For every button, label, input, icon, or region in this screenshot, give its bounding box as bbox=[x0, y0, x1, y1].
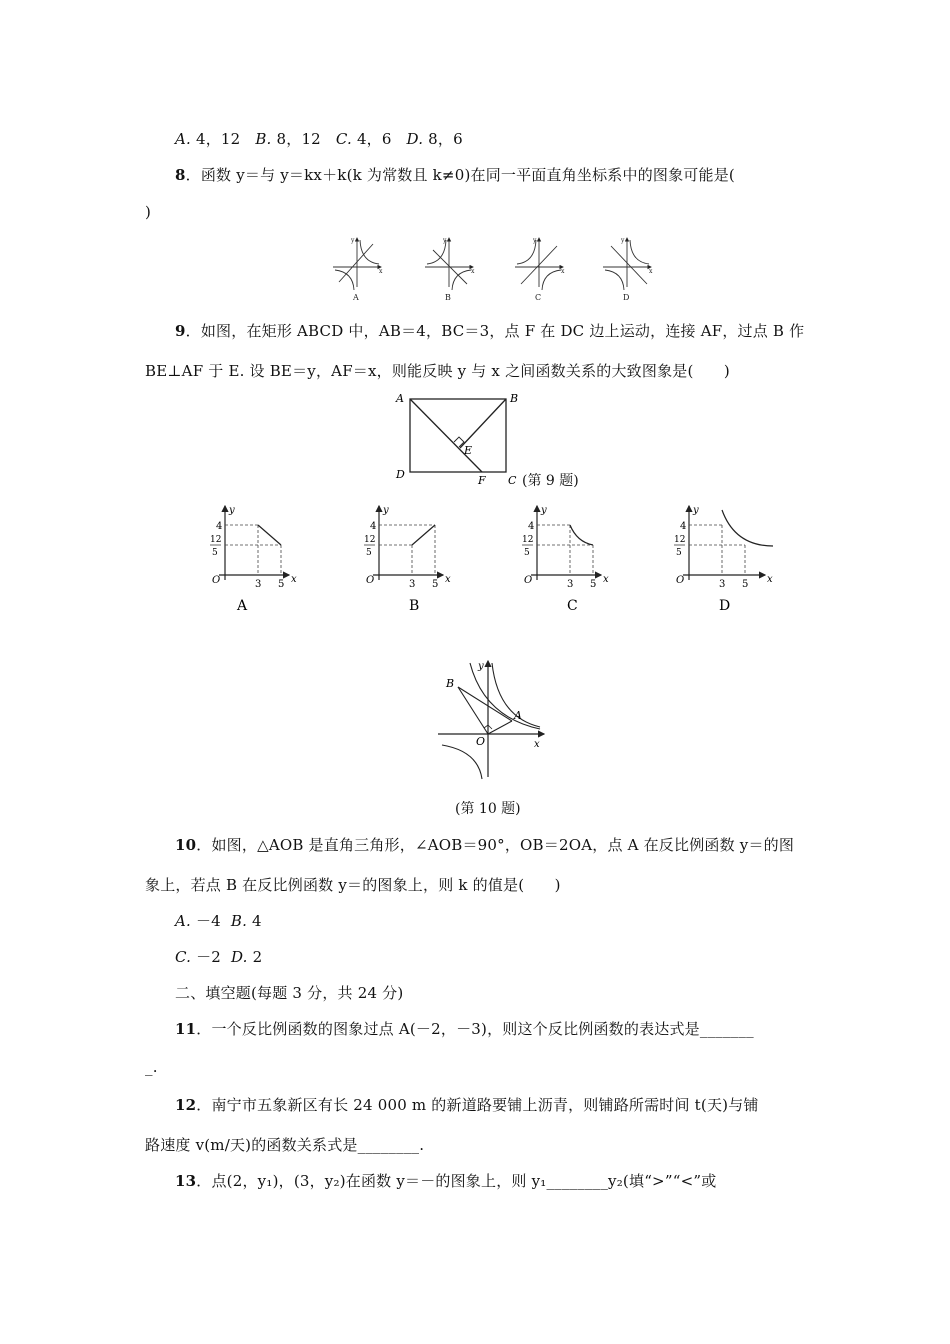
svg-text:C: C bbox=[508, 474, 517, 487]
svg-text:y: y bbox=[478, 661, 484, 672]
q10-options-row2: C. －2 D. 2 bbox=[175, 948, 263, 966]
svg-text:x: x bbox=[379, 268, 383, 275]
svg-text:x: x bbox=[603, 574, 609, 585]
q8-graph-a bbox=[333, 237, 383, 290]
svg-text:y: y bbox=[351, 237, 355, 244]
svg-text:x: x bbox=[534, 739, 540, 750]
svg-text:4: 4 bbox=[528, 521, 535, 532]
svg-text:B: B bbox=[446, 677, 455, 690]
svg-text:5: 5 bbox=[676, 548, 682, 558]
q8-option-graphs bbox=[325, 232, 665, 304]
svg-text:12: 12 bbox=[522, 535, 534, 545]
q8-label-c: C bbox=[535, 293, 542, 302]
svg-text:y: y bbox=[541, 505, 547, 516]
q9-graph-c bbox=[522, 505, 609, 590]
svg-text:A: A bbox=[514, 709, 522, 722]
q10-stem-cont: 象上，若点 B 在反比例函数 y＝的图象上，则 k 的值是( ) bbox=[145, 876, 561, 894]
section-title-fill-in: 二、填空题(每题 3 分，共 24 分) bbox=[175, 984, 404, 1002]
svg-text:x: x bbox=[561, 268, 565, 275]
q9-graph-d bbox=[674, 505, 773, 590]
svg-text:4: 4 bbox=[680, 521, 687, 532]
svg-text:4: 4 bbox=[370, 521, 377, 532]
svg-text:E: E bbox=[464, 444, 473, 457]
svg-text:3: 3 bbox=[255, 579, 262, 590]
q8-label-a: A bbox=[353, 293, 359, 302]
svg-text:y: y bbox=[443, 237, 447, 244]
q9-graph-a bbox=[210, 505, 297, 590]
svg-text:12: 12 bbox=[364, 535, 376, 545]
q11-stem: 11．一个反比例函数的图象过点 A(－2，－3)，则这个反比例函数的表达式是_______ bbox=[175, 1020, 754, 1038]
svg-text:5: 5 bbox=[590, 579, 597, 590]
q10-options-row1: A. －4 B. 4 bbox=[175, 912, 262, 930]
svg-text:5: 5 bbox=[366, 548, 372, 558]
q8-graph-d bbox=[603, 237, 653, 290]
svg-text:4: 4 bbox=[216, 521, 223, 532]
svg-text:x: x bbox=[649, 268, 653, 275]
svg-text:x: x bbox=[767, 574, 773, 585]
q13-stem: 13．点(2，y₁)，(3，y₂)在函数 y＝－的图象上，则 y₁________y₂(填“>”“<”或 bbox=[175, 1172, 717, 1190]
q9-graph-b bbox=[364, 505, 451, 590]
svg-text:O: O bbox=[676, 575, 685, 586]
q9-figure-caption: (第 9 题) bbox=[522, 473, 579, 489]
q12-stem: 12．南宁市五象新区有长 24 000 m 的新道路要铺上沥青，则铺路所需时间 t(天)与铺 bbox=[175, 1096, 759, 1114]
q7-options: A. 4，12 B. 8，12 C. 4，6 D. 8，6 bbox=[175, 130, 463, 148]
q9-graph-label-b: B bbox=[409, 598, 420, 614]
svg-text:O: O bbox=[476, 735, 486, 748]
q8-stem-cont: ) bbox=[145, 203, 152, 221]
q10-stem: 10．如图，△AOB 是直角三角形，∠AOB＝90°，OB＝2OA，点 A 在反比例函数 y＝的图 bbox=[175, 836, 795, 854]
svg-text:O: O bbox=[524, 575, 533, 586]
q10-figure-caption: (第 10 题) bbox=[455, 801, 521, 817]
svg-text:O: O bbox=[212, 575, 221, 586]
svg-text:x: x bbox=[445, 574, 451, 585]
svg-text:5: 5 bbox=[278, 579, 285, 590]
svg-text:O: O bbox=[366, 575, 375, 586]
svg-text:y: y bbox=[533, 237, 537, 244]
q9-graph-label-a: A bbox=[237, 598, 248, 614]
q8-label-d: D bbox=[623, 293, 630, 302]
q9-option-graphs bbox=[195, 500, 785, 620]
svg-text:y: y bbox=[693, 505, 699, 516]
q8-graph-b bbox=[425, 237, 475, 290]
svg-text:y: y bbox=[229, 505, 235, 516]
svg-text:F: F bbox=[478, 474, 486, 487]
svg-text:5: 5 bbox=[432, 579, 439, 590]
svg-text:D: D bbox=[396, 468, 405, 481]
svg-text:3: 3 bbox=[719, 579, 726, 590]
svg-text:A: A bbox=[396, 392, 404, 405]
q9-stem-cont: BE⊥AF 于 E. 设 BE＝y，AF＝x，则能反映 y 与 x 之间函数关系的大致图象是( ) bbox=[145, 362, 730, 380]
q12-stem-cont: 路速度 v(m/天)的函数关系式是________. bbox=[145, 1136, 425, 1154]
q9-graph-label-c: C bbox=[567, 598, 578, 614]
q8-label-b: B bbox=[445, 293, 451, 302]
svg-text:5: 5 bbox=[742, 579, 749, 590]
svg-text:x: x bbox=[291, 574, 297, 585]
svg-text:3: 3 bbox=[409, 579, 416, 590]
q8-stem: 8．函数 y＝与 y＝kx＋k(k 为常数且 k≠0)在同一平面直角坐标系中的图象可能是( bbox=[175, 166, 735, 184]
svg-text:12: 12 bbox=[210, 535, 222, 545]
svg-text:3: 3 bbox=[567, 579, 574, 590]
q10-figure bbox=[432, 655, 552, 785]
svg-text:12: 12 bbox=[674, 535, 686, 545]
q9-graph-label-d: D bbox=[719, 598, 731, 614]
svg-text:x: x bbox=[471, 268, 475, 275]
svg-text:B: B bbox=[510, 392, 519, 405]
q9-rectangle-figure bbox=[390, 390, 520, 490]
q9-stem: 9．如图，在矩形 ABCD 中，AB＝4，BC＝3，点 F 在 DC 边上运动，连接 AF，过点 B 作 bbox=[175, 322, 805, 340]
svg-text:5: 5 bbox=[212, 548, 218, 558]
svg-text:5: 5 bbox=[524, 548, 530, 558]
svg-text:y: y bbox=[621, 237, 625, 244]
q8-graph-c bbox=[515, 237, 565, 290]
svg-text:y: y bbox=[383, 505, 389, 516]
q11-stem-cont: _. bbox=[145, 1058, 158, 1076]
